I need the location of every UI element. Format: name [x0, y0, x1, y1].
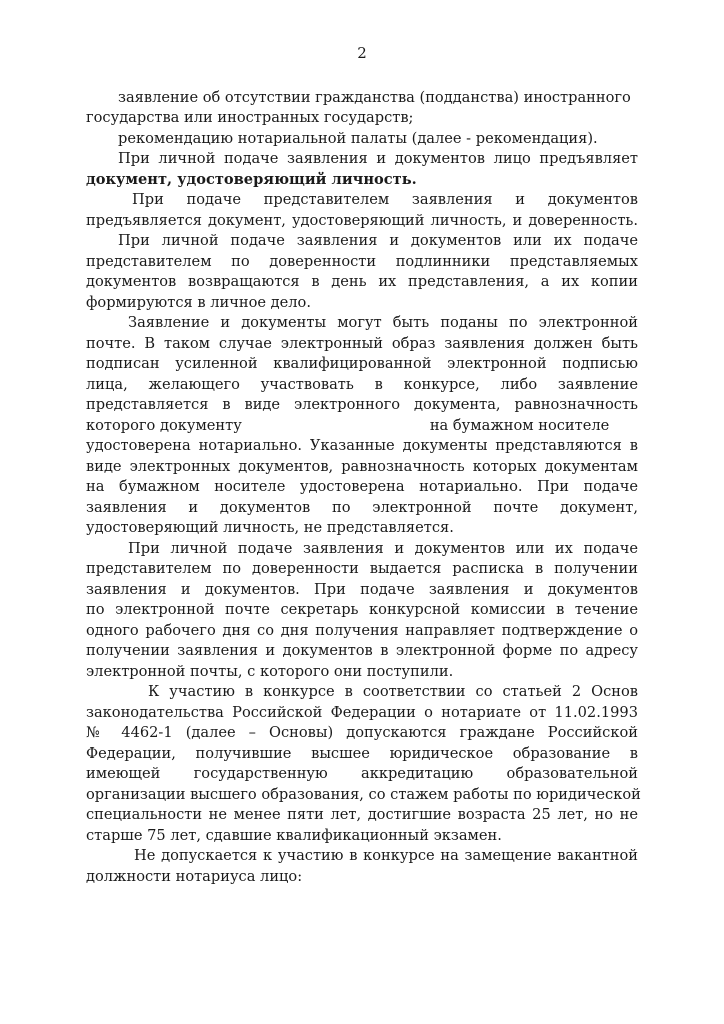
text-line: При подаче представителем заявления и документов	[132, 191, 638, 208]
text-line: При личной подаче заявления и документов или их подаче	[128, 540, 638, 557]
text-line: почте. В таком случае электронный образ заявления должен быть	[86, 335, 638, 352]
text-line: Федерации, получившие высшее юридическое образование в	[86, 745, 638, 762]
text-line: по электронной почте секретарь конкурсной комиссии в течение	[86, 601, 638, 618]
text-line: представителем по доверенности выдается расписка в получении	[86, 560, 638, 577]
text-line: организации высшего образования, со стажем работы по юридической	[86, 786, 641, 803]
text-line: государства или иностранных государств;	[86, 109, 414, 126]
text-line: удостоверена нотариально. Указанные документы представляются в	[86, 437, 638, 454]
text-line: К участию в конкурсе в соответствии со статьей 2 Основ	[148, 683, 638, 700]
text-line: виде электронных документов, равнозначность которых документам	[86, 458, 638, 475]
text-line: представляется в виде электронного документа, равнозначность	[86, 396, 638, 413]
text-line: документ, удостоверяющий личность.	[86, 171, 417, 188]
text-line: заявление об отсутствии гражданства (подданства) иностранного	[118, 89, 631, 106]
text-line: специальности не менее пяти лет, достигшие возраста 25 лет, но не	[86, 806, 638, 823]
page-number: 2	[357, 44, 367, 62]
text-line: одного рабочего дня со дня получения направляет подтверждение о	[86, 622, 638, 639]
text-line: подписан усиленной квалифицированной электронной подписью	[86, 355, 638, 372]
text-line: законодательства Российской Федерации о нотариате от 11.02.1993	[86, 704, 638, 721]
text-line: на бумажном носителе удостоверена нотариально. При подаче	[86, 478, 638, 495]
text-line: При личной подаче заявления и документов или их подаче	[118, 232, 638, 249]
text-line: При личной подаче заявления и документов лицо предъявляет	[118, 150, 638, 167]
text-line	[86, 416, 638, 437]
text-line: заявления и документов. При подаче заявления и документов	[86, 581, 638, 598]
text-fragment: которого документу	[86, 417, 242, 434]
text-line: имеющей государственную аккредитацию образовательной	[86, 765, 638, 782]
text-line: удостоверяющий личность, не представляется.	[86, 519, 454, 536]
text-line: получении заявления и документов в электронной форме по адресу	[86, 642, 638, 659]
text-line: № 4462-1 (далее – Основы) допускаются граждане Российской	[86, 724, 638, 741]
text-line: заявления и документов по электронной почте документ,	[86, 499, 638, 516]
text-fragment: на бумажном носителе	[429, 417, 610, 434]
text-line: представителем по доверенности подлинники представляемых	[86, 253, 638, 270]
text-line: электронной почты, с которого они поступили.	[86, 663, 454, 680]
text-line: документов возвращаются в день их представления, а их копии	[86, 273, 638, 290]
text-line: Заявление и документы могут быть поданы по электронной	[128, 314, 638, 331]
text-line: Не допускается к участию в конкурсе на замещение вакантной	[134, 847, 638, 864]
text-line: формируются в личное дело.	[86, 294, 311, 311]
text-line: лица, желающего участвовать в конкурсе, либо заявление	[86, 376, 638, 393]
text-line: должности нотариуса лицо:	[86, 868, 303, 885]
text-line: рекомендацию нотариальной палаты (далее - рекомендация).	[118, 130, 598, 147]
text-line: старше 75 лет, сдавшие квалификационный экзамен.	[86, 827, 502, 844]
text-line: предъявляется документ, удостоверяющий личность, и доверенность.	[86, 212, 638, 229]
